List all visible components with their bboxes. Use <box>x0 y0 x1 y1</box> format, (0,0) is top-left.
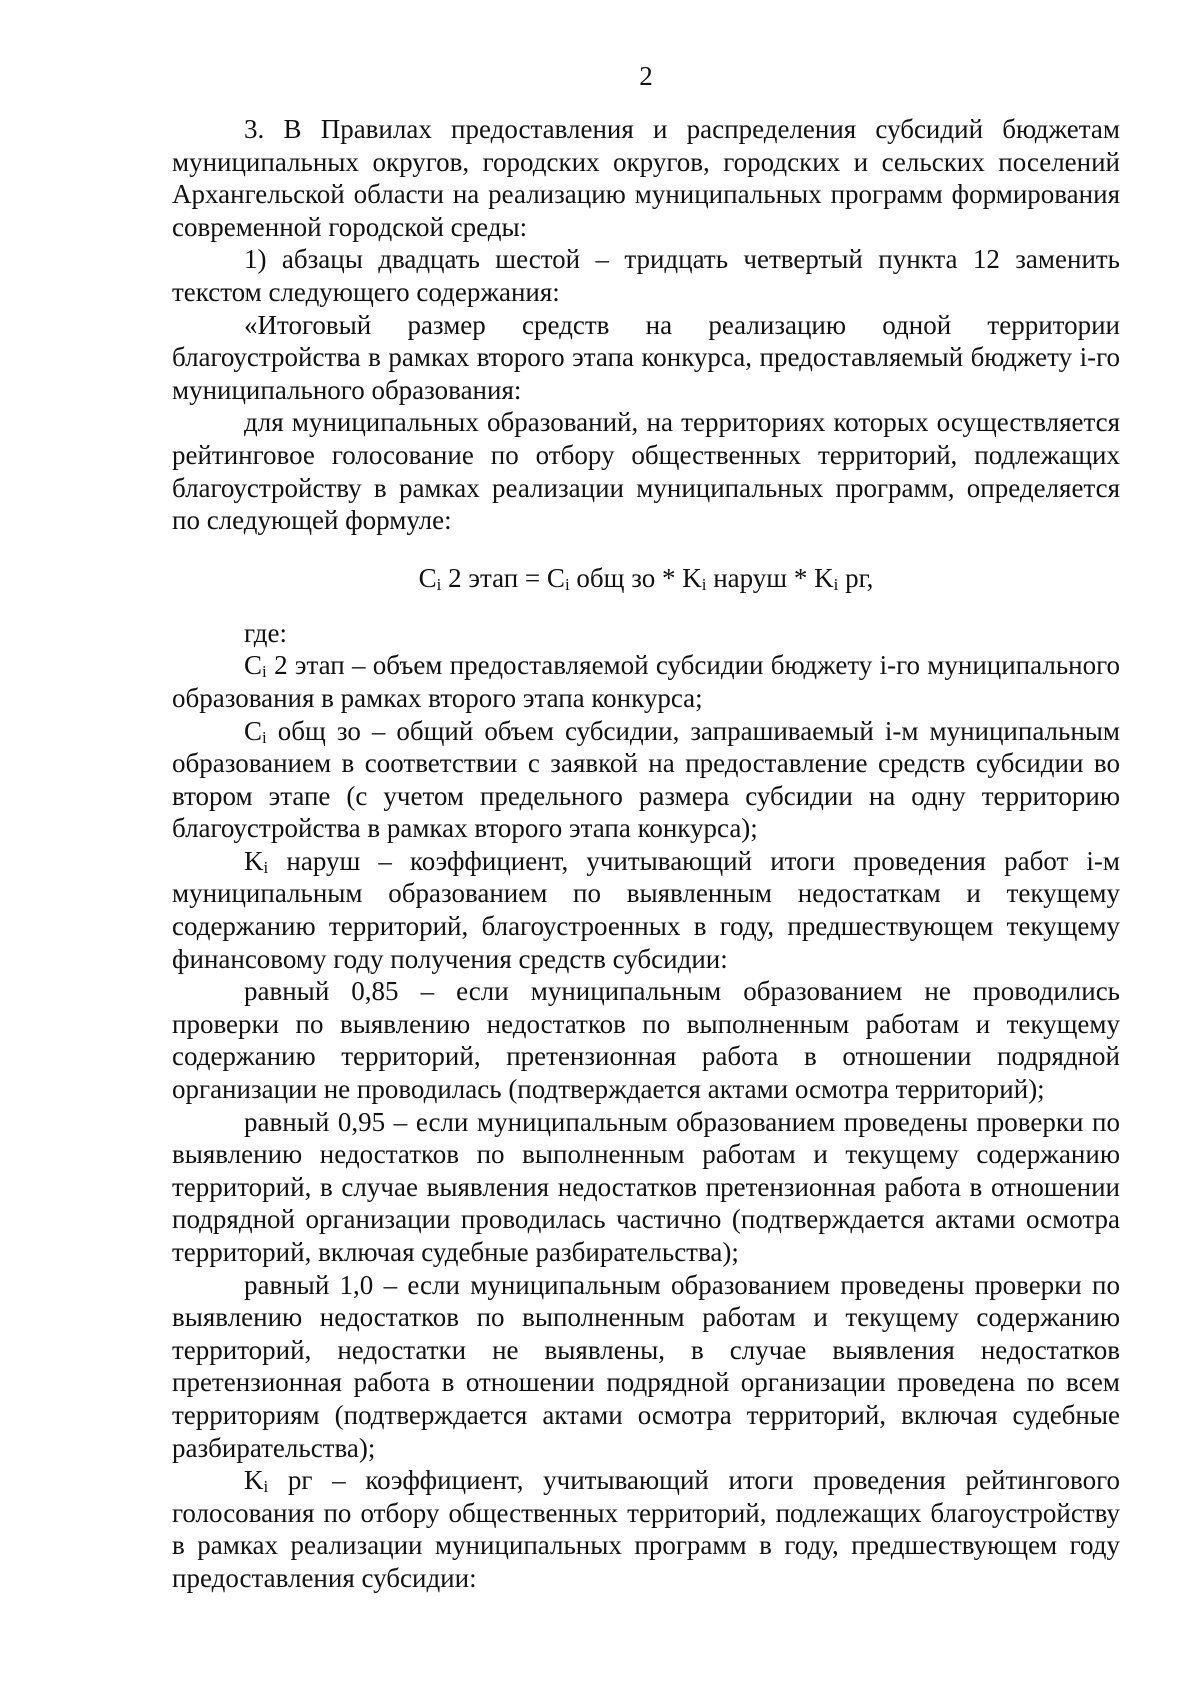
document-page <box>172 60 1120 1595</box>
definition-c-total <box>172 715 1120 845</box>
paragraph-subitem-1: 1) абзацы двадцать шестой – тридцать четвертый пункта 12 заменить текстом следующего содержания: <box>172 244 1120 307</box>
formula-part: общ зо * K <box>576 562 702 593</box>
formula <box>172 561 1120 595</box>
definition-subscript: i <box>262 727 267 747</box>
case-095: равный 0,95 – если муниципальным образованием проведены проверки по выявлению недостатков по выполненным работам и текущему содержанию территорий, в случае выявления недостатков претензионная работа в отношении подрядной организации проводилась частично (подтверждается актами осмотра территорий, включая судебные разбирательства); <box>172 1106 1120 1267</box>
definition-text: наруш – коэффициент, учитывающий итоги проведения работ i-м муниципальным образованием по выявленным недостаткам и текущему содержанию территорий, благоустроенных в году, предшествующем текущему финансовому году получения средств субсидии: <box>172 845 1121 974</box>
formula-symbol: C <box>418 562 437 593</box>
formula-subscript: i <box>436 574 442 594</box>
definition-text: рг – коэффициент, учитывающий итоги проведения рейтингового голосования по отбору общественных территорий, подлежащих благоустройству в рамках реализации муниципальных программ в году, предшествующем году предоставления субсидии: <box>172 1465 1121 1593</box>
definition-c-stage <box>172 649 1120 714</box>
formula-part: наруш * K <box>713 562 834 593</box>
paragraph-quote-start: «Итоговый размер средств на реализацию одной территории благоустройства в рамках второго этапа конкурса, предоставляемый бюджету i-го муниципального образования: <box>172 309 1120 405</box>
definition-k-violations <box>172 845 1120 975</box>
formula-subscript: i <box>701 574 707 594</box>
definition-symbol: K <box>244 1465 264 1496</box>
formula-symbol: C <box>546 562 565 593</box>
formula-subscript: i <box>564 574 570 594</box>
formula-part: 2 этап = <box>448 562 547 593</box>
definition-k-rating <box>172 1464 1120 1594</box>
where-label: где: <box>244 617 287 648</box>
definition-symbol: K <box>244 845 264 876</box>
formula-subscript: i <box>833 574 839 594</box>
case-085: равный 0,85 – если муниципальным образованием не проводились проверки по выявлению недостатков по выполненным работам и текущему содержанию территорий, претензионная работа в отношении подрядной организации не проводилась (подтверждается актами осмотра территорий); <box>172 976 1120 1105</box>
formula-part: рг, <box>845 562 874 593</box>
definition-text: общ зо – общий объем субсидии, запрашиваемый i-м муниципальным образованием в соответствии с заявкой на предоставление средств субсидии во втором этапе (с учетом предельного размера субсидии на одну территорию благоустройства в рамках второго этапа конкурса); <box>172 715 1121 844</box>
definition-symbol: C <box>244 650 263 681</box>
paragraph-item-3: 3. В Правилах предоставления и распределения субсидий бюджетам муниципальных округов, городских округов, городских и сельских поселений Архангельской области на реализацию муниципальных программ формирования современной городской среды: <box>172 114 1120 242</box>
case-10: равный 1,0 – если муниципальным образованием проведены проверки по выявлению недостатков по выполненным работам и текущему содержанию территорий, недостатки не выявлены, в случае выявления недостатков претензионная работа в отношении подрядной организации проведена по всем территориям (подтверждается актами осмотра территорий, включая судебные разбирательства); <box>172 1269 1120 1463</box>
definition-text: 2 этап – объем предоставляемой субсидии бюджету i-го муниципального образования в рамках второго этапа конкурса; <box>172 650 1120 713</box>
page-number: 2 <box>639 61 653 91</box>
definition-subscript: i <box>262 662 267 682</box>
definition-symbol: C <box>244 715 263 746</box>
definition-subscript: i <box>263 1477 269 1497</box>
paragraph-formula-intro: для муниципальных образований, на территориях которых осуществляется рейтинговое голосование по отбору общественных территорий, подлежащих благоустройству в рамках реализации муниципальных программ, определяется по следующей формуле: <box>172 407 1120 536</box>
definition-subscript: i <box>263 857 269 877</box>
